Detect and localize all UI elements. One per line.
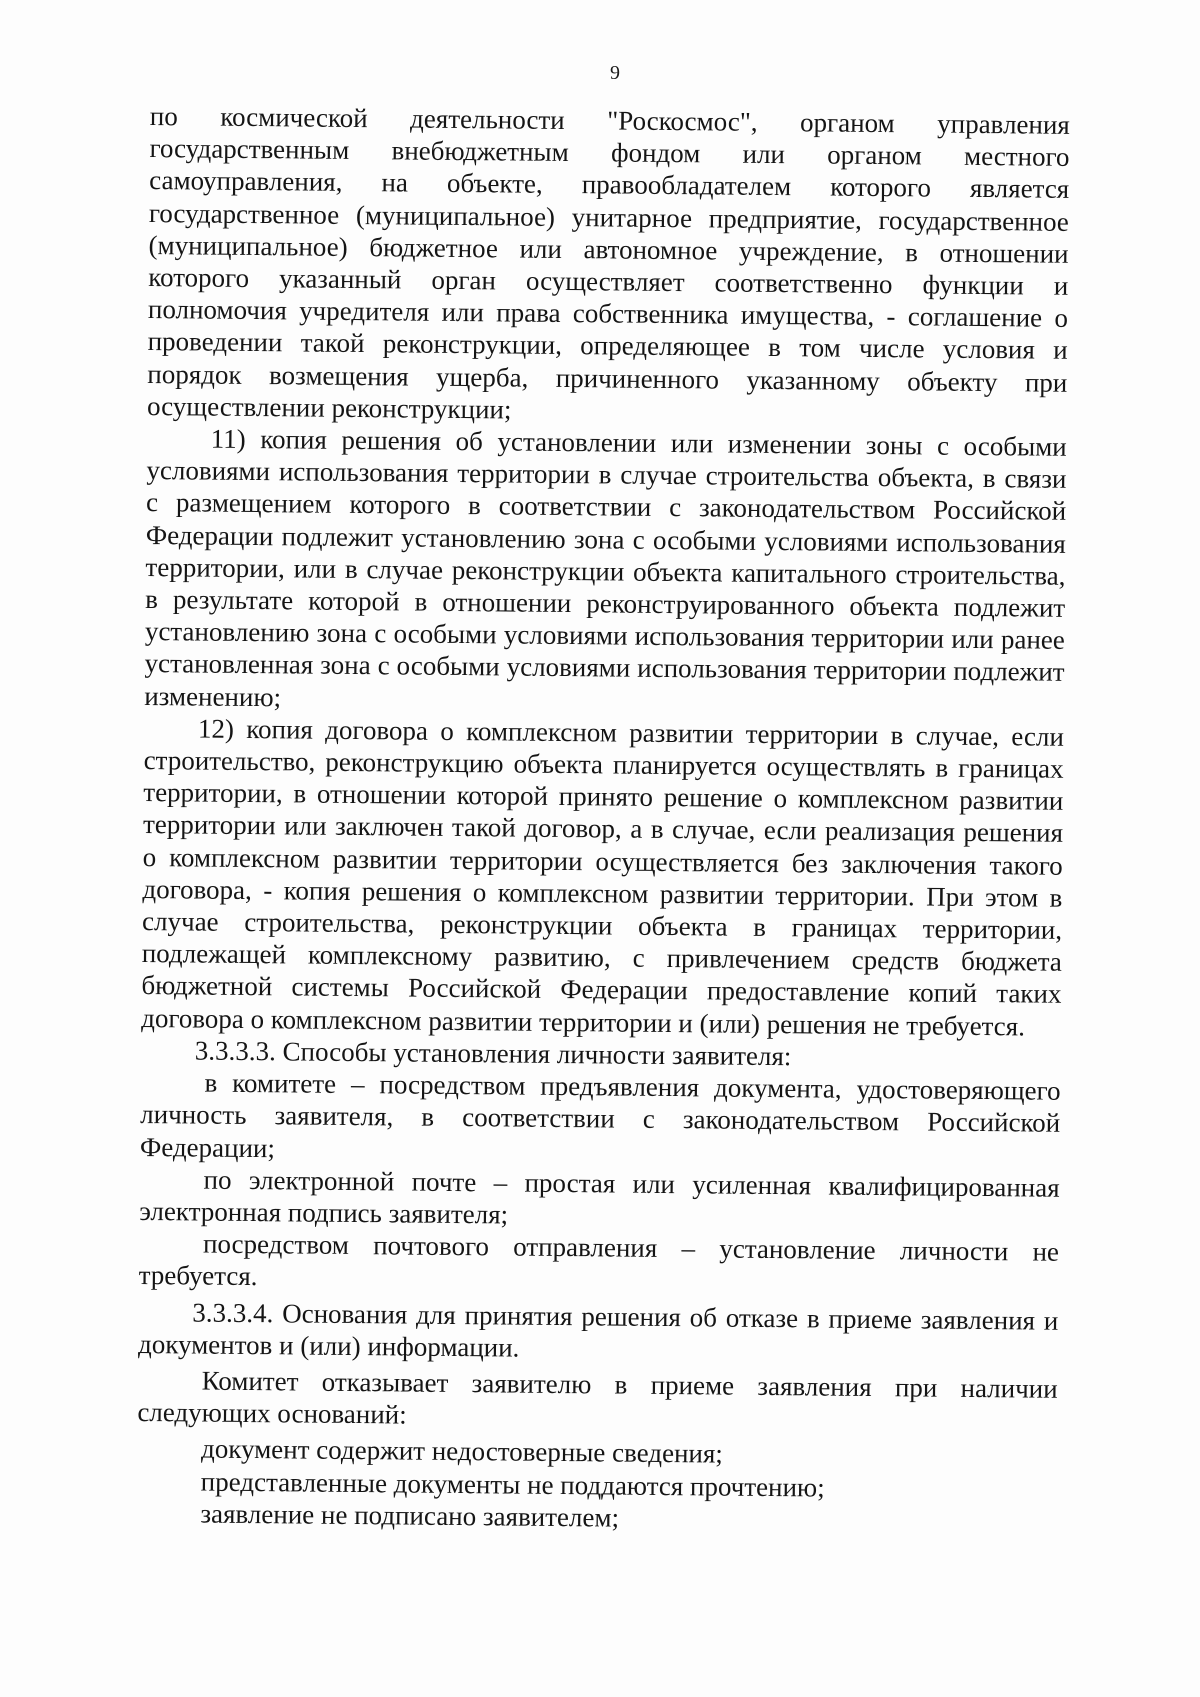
paragraph-item-12: 12) копия договора о комплексном развитии территории в случае, если строительство, реконструкцию объекта планируется осуществлять в границах территории, в отношении которой принято решение о комплексном развитии территории или заключен такой договор, а в случае, если реализация решения о комплексном развитии территории осуществляется без заключения такого договора, - копия решения о комплексном развитии территории. При этом в случае строительства, реконструкции объекта в границах территории, подлежащей комплексному развитию, с привлечением средств бюджета бюджетной системы Российской Федерации предоставление копий таких договора о комплексном развитии территории и (или) решения не требуется. (141, 713, 1065, 1042)
list-item-unsigned: заявление не подписано заявителем; (200, 1498, 620, 1533)
paragraph-refusal-intro: Комитет отказывает заявителю в приеме заявления при наличии следующих оснований: (137, 1365, 1058, 1430)
page-number: 9 (610, 62, 620, 84)
paragraph-identity-post: посредством почтового отправления – установление личности не требуется. (138, 1228, 1060, 1292)
paragraph-identity-email: по электронной почте – простая или усиленная квалифицированная электронная подпись заявителя; (139, 1164, 1060, 1230)
paragraph-continuation: по космической деятельности "Роскосмос", органом управления государственным внебюджетным фондом или органом местного самоуправления, на объекте, правообладателем которого является государственное (муниципальное) унитарное предприятие, государственное (муниципальное) бюджетное или автономное учреждение, в отношении которого указанный орган осуществляет соответственно функции и полномочия учредителя или права собственника имущества, - соглашение о проведении такой реконструкции, определяющее в том числе условия и порядок возмещения ущерба, причиненного указанному объекту при осуществлении реконструкции; (146, 100, 1070, 425)
section-heading-3-3-3-3: 3.3.3.3. Способы установления личности заявителя: (194, 1035, 792, 1072)
list-item-false-info: документ содержит недостоверные сведения; (200, 1433, 724, 1469)
paragraph-identity-committee: в комитете – посредством предъявления документа, удостоверяющего личность заявителя, в соответствии с законодательством Российской Федерации; (139, 1067, 1061, 1163)
document-body (136, 100, 1070, 1538)
section-heading-3-3-3-4: 3.3.3.4. Основания для принятия решения об отказе в приеме заявления и документов и (или) информации. (137, 1296, 1059, 1363)
paragraph-item-11: 11) копия решения об установлении или изменении зоны с особыми условиями использования территории в случае строительства объекта, в связи с размещением которого в соответствии с законодательством Российской Федерации подлежит установлению зона с особыми условиями использования территории, или в случае реконструкции объекта капитального строительства, в результате которой в отношении реконструированного объекта подлежит установлению зона с особыми условиями использования территории или ранее установленная зона с особыми условиями использования территории подлежит изменению; (144, 423, 1067, 712)
list-item-unreadable: представленные документы не поддаются прочтению; (200, 1466, 825, 1503)
